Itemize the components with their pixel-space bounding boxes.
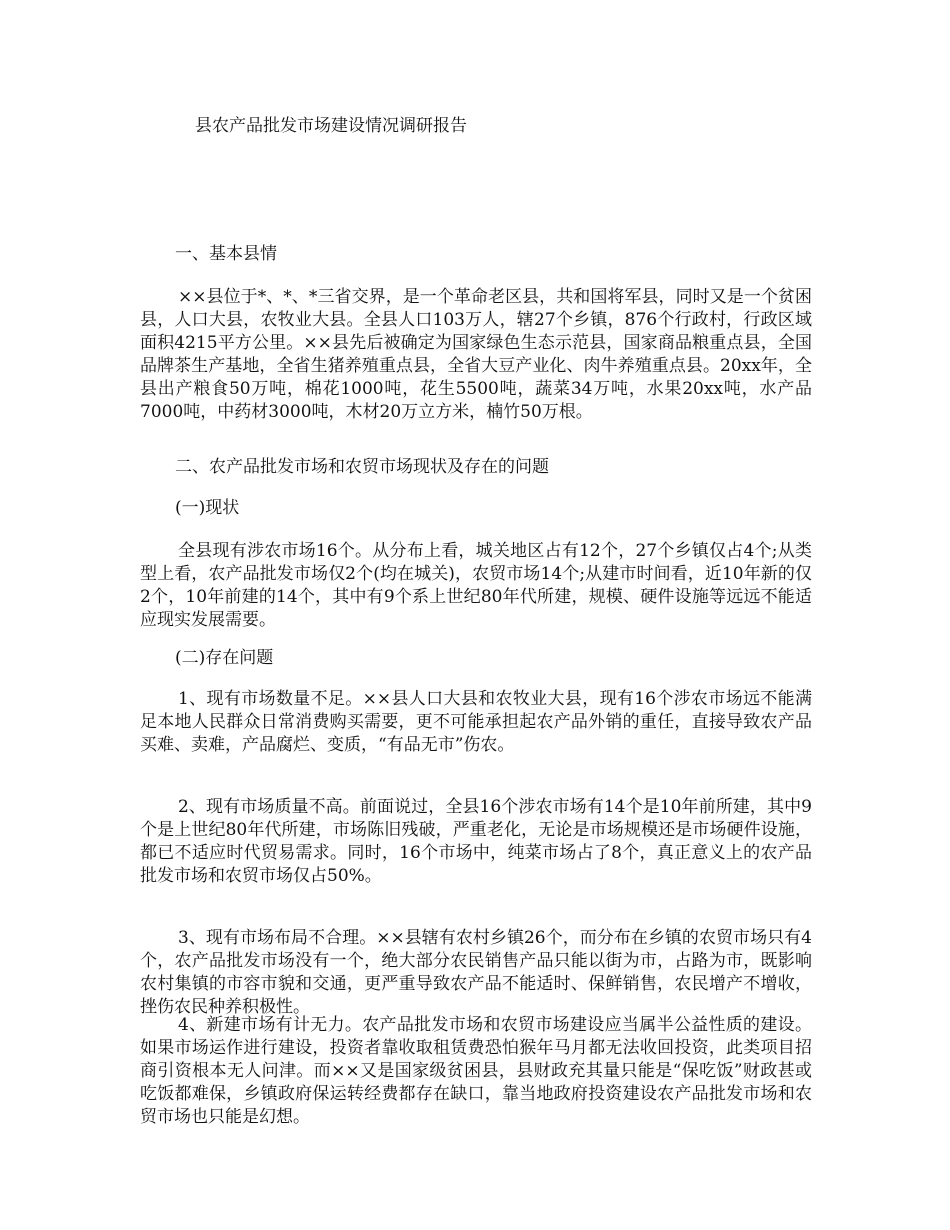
paragraph-basic-info: ××县位于*、*、*三省交界，是一个革命老区县，共和国将军县，同时又是一个贫困县，人口大县，农牧业大县。全县人口103万人，辖27个乡镇，876个行政村，行政区域面积4215平方公里。××县先后被确定为国家绿色生态示范县，国家商品粮重点县，全国品牌茶生产基地，全省生猪养殖重点县，全省大豆产业化、肉牛养殖重点县。20xx年，全县出产粮食50万吨，棉花1000吨，花生5500吨，蔬菜34万吨，水果20xx吨，水产品7000吨，中药材3000吨，木材20万立方米，楠竹50万根。: [140, 287, 812, 422]
subsection-heading-problems: (二)存在问题: [175, 648, 274, 668]
paragraph-problem-4: 4、新建市场有计无力。农产品批发市场和农贸市场建设应当属半公益性质的建设。如果市场运作进行建设，投资者靠收取租赁费恐怕猴年马月都无法收回投资，此类项目招商引资根本无人问津。而××又是国家级贫困县，县财政充其量只能是“保吃饭”财政甚或吃饭都难保，乡镇政府保运转经费都存在缺口，靠当地政府投资建设农产品批发市场和农贸市场也只能是幻想。: [140, 1015, 812, 1127]
paragraph-current-status: 全县现有涉农市场16个。从分布上看，城关地区占有12个，27个乡镇仅占4个;从类型上看，农产品批发市场仅2个(均在城关)，农贸市场14个;从建市时间看，近10年新的仅2个，10年前建的14个，其中有9个系上世纪80年代所建，规模、硬件设施等远远不能适应现实发展需要。: [140, 541, 813, 630]
document-title: 县农产品批发市场建设情况调研报告: [195, 116, 467, 136]
paragraph-problem-3: 3、现有市场布局不合理。××县辖有农村乡镇26个，而分布在乡镇的农贸市场只有4个，农产品批发市场没有一个，绝大部分农民销售产品只能以街为市，占路为市，既影响农村集镇的市容市貌和交通，更严重导致农产品不能适时、保鲜销售，农民增产不增收，挫伤农民种养积极性。: [140, 928, 812, 1017]
section-heading-market-status: 二、农产品批发市场和农贸市场现状及存在的问题: [175, 457, 549, 477]
subsection-heading-current-status: (一)现状: [175, 498, 240, 518]
paragraph-problem-1: 1、现有市场数量不足。××县人口大县和农牧业大县，现有16个涉农市场远不能满足本地人民群众日常消费购买需要，更不可能承担起农产品外销的重任，直接导致农产品买难、卖难，产品腐烂、变质，“有品无市”伤农。: [140, 689, 812, 755]
section-heading-basic-info: 一、基本县情: [175, 244, 277, 264]
paragraph-problem-2: 2、现有市场质量不高。前面说过，全县16个涉农市场有14个是10年前所建，其中9个是上世纪80年代所建，市场陈旧残破，严重老化，无论是市场规模还是市场硬件设施，都已不适应时代贸易需求。同时，16个市场中，纯菜市场占了8个，真正意义上的农产品批发市场和农贸市场仅占50%。: [140, 797, 812, 886]
